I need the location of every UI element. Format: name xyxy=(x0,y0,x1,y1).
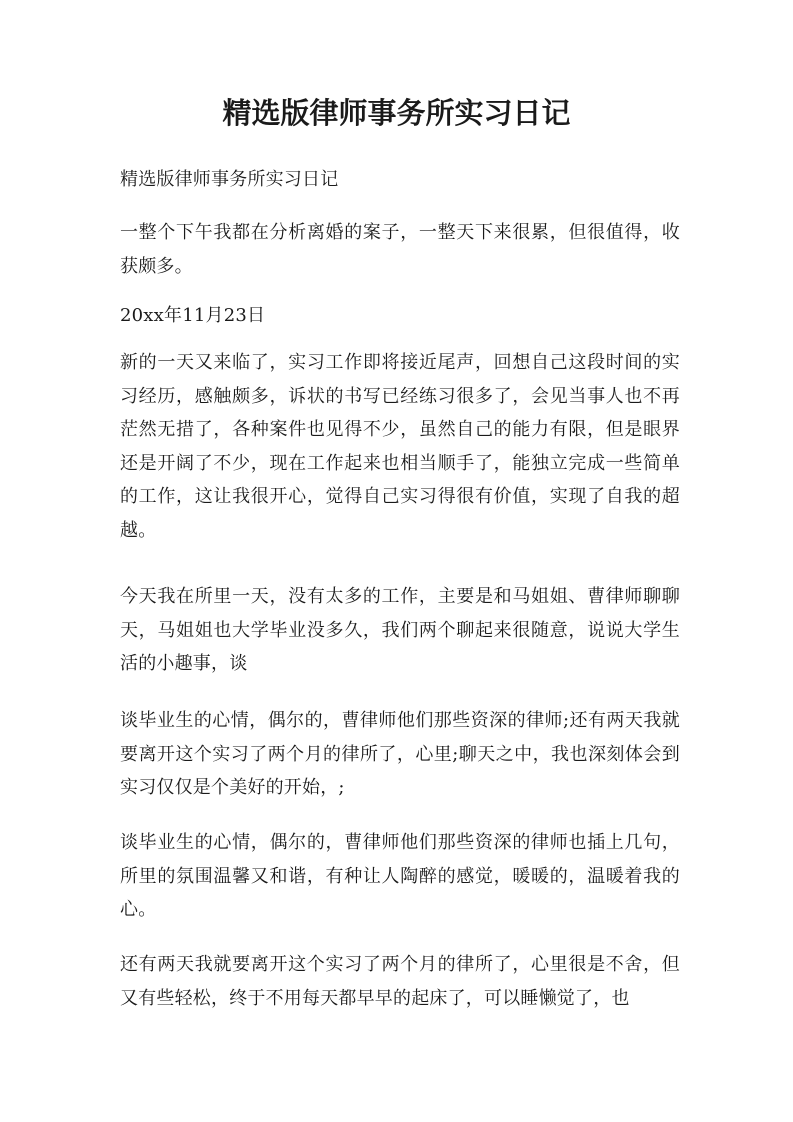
paragraph: 谈毕业生的心情，偶尔的，曹律师他们那些资深的律师也插上几句，所里的氛围温馨又和谐，有种让人陶醉的感觉，暖暖的，温暖着我的心。 xyxy=(120,832,680,920)
document-title: 精选版律师事务所实习日记 xyxy=(222,96,571,130)
paragraph: 还有两天我就要离开这个实习了两个月的律所了，心里很是不舍，但又有些轻松，终于不用每天都早早的起床了，可以睡懒觉了，也 xyxy=(120,954,680,1009)
paragraph: 谈毕业生的心情，偶尔的，曹律师他们那些资深的律师;还有两天我就要离开这个实习了两个月的律所了，心里;聊天之中，我也深刻体会到实习仅仅是个美好的开始，; xyxy=(120,710,680,798)
paragraph: 一整个下午我都在分析离婚的案子，一整天下来很累，但很值得，收获颇多。 xyxy=(120,222,680,277)
paragraph-date: 20xx年11月23日 xyxy=(120,305,266,326)
paragraph: 新的一天又来临了，实习工作即将接近尾声，回想自己这段时间的实习经历，感触颇多，诉状的书写已经练习很多了，会见当事人也不再茫然无措了，各种案件也见得不少，虽然自己的能力有限，但是眼界还是开阔了不少，现在工作起来也相当顺手了，能独立完成一些简单的工作，这让我很开心，觉得自己实习得很有价值，实现了自我的超越。 xyxy=(120,352,680,541)
paragraph: 今天我在所里一天，没有太多的工作，主要是和马姐姐、曹律师聊聊天，马姐姐也大学毕业没多久，我们两个聊起来很随意，说说大学生活的小趣事，谈 xyxy=(120,586,680,674)
paragraph-subtitle: 精选版律师事务所实习日记 xyxy=(120,169,339,190)
